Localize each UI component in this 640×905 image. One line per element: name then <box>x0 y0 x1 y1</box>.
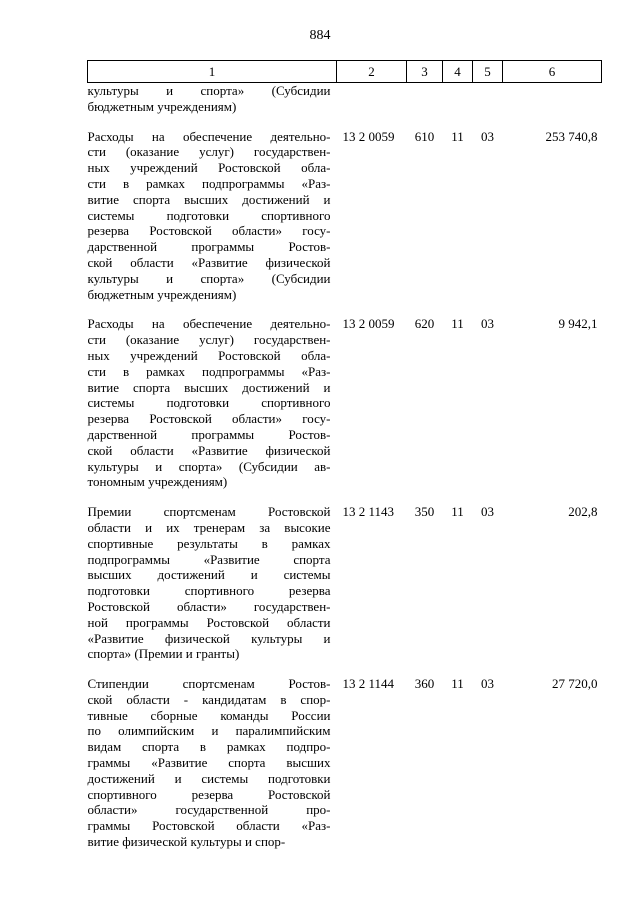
cell-subsection: 03 <box>481 128 494 144</box>
cell-expense-type: 360 <box>414 676 435 692</box>
description-line: высших достижений и системы <box>87 567 331 583</box>
description-line: Расходы на обеспечение деятельно- <box>87 128 331 144</box>
description-line: подготовки спортивного резерва <box>87 583 331 599</box>
cell-target-code: 13 2 1143 <box>342 504 395 520</box>
row-spacer-cell <box>88 115 602 129</box>
cell-description <box>88 504 337 662</box>
cell-amount <box>503 83 602 115</box>
description-line: по олимпийским и паралимпийским <box>87 723 331 739</box>
cell-expense-type: 610 <box>414 128 435 144</box>
cell-expense-type <box>407 83 443 115</box>
cell-expense-type: 350 <box>414 504 435 520</box>
description-line: спорта» (Премии и гранты) <box>87 646 240 662</box>
description-line: области и их тренерам за высокие <box>87 519 331 535</box>
description-line: граммы «Развитие спорта высших <box>87 755 331 771</box>
description-line: видам спорта в рамках подпро- <box>87 739 331 755</box>
cell-target-code: 13 2 0059 <box>342 128 395 144</box>
cell-target-code: 13 2 1144 <box>342 676 395 692</box>
description-line: тономным учреждениям) <box>87 474 228 490</box>
page-number: 884 <box>309 28 331 43</box>
cell-subsection <box>473 83 503 115</box>
cell-section: 11 <box>451 676 464 692</box>
cell-description <box>88 316 337 490</box>
column-header-5: 5 <box>473 61 503 83</box>
row-spacer <box>88 302 602 316</box>
cell-description <box>88 676 337 850</box>
description-line: дарственной программы Ростов- <box>87 426 331 442</box>
column-header-2: 2 <box>337 61 407 83</box>
cell-section: 11 <box>451 504 464 520</box>
description-line: области» государственной про- <box>87 802 331 818</box>
description-line: Расходы на обеспечение деятельно- <box>87 316 331 332</box>
description-line: ской области «Развитие физической <box>87 442 331 458</box>
description-line: сти (оказание услуг) государствен- <box>87 144 331 160</box>
cell-subsection: 03 <box>481 504 494 520</box>
row-spacer-cell <box>88 490 602 504</box>
description-line: Стипендии спортсменам Ростов- <box>87 676 331 692</box>
cell-description <box>88 129 337 303</box>
cell-section <box>443 83 473 115</box>
description-line: ных учреждений Ростовской обла- <box>87 347 331 363</box>
header-row <box>88 61 602 83</box>
description-line: ной программы Ростовской области <box>87 614 331 630</box>
cell-target-code: 13 2 0059 <box>342 316 395 332</box>
cell-amount: 9 942,1 <box>558 316 598 332</box>
cell-amount: 253 740,8 <box>545 128 598 144</box>
table-row <box>88 504 602 662</box>
table-row <box>88 316 602 490</box>
description-line: культуры и спорта» (Субсидии ав- <box>87 458 331 474</box>
description-line: ской области «Развитие физической <box>87 254 331 270</box>
description-line: системы подготовки спортивного <box>87 207 331 223</box>
description-line: дарственной программы Ростов- <box>87 239 331 255</box>
description-line: сти (оказание услуг) государствен- <box>87 332 331 348</box>
description-line: достижений и системы подготовки <box>87 770 331 786</box>
description-line: культуры и спорта» (Субсидии <box>87 83 331 98</box>
row-spacer <box>88 490 602 504</box>
cell-subsection: 03 <box>481 676 494 692</box>
description-line: витие спорта высших достижений и <box>87 379 331 395</box>
description-line: «Развитие физической культуры и <box>87 630 331 646</box>
description-line: резерва Ростовской области» госу- <box>87 223 331 239</box>
description-line: бюджетным учреждениям) <box>87 286 237 302</box>
cell-description <box>88 83 337 115</box>
row-spacer-cell <box>88 662 602 676</box>
description-line: граммы Ростовской области «Раз- <box>87 818 331 834</box>
row-spacer <box>88 115 602 129</box>
cell-subsection: 03 <box>481 316 494 332</box>
table-row <box>88 676 602 850</box>
row-spacer-cell <box>88 302 602 316</box>
description-line: витие спорта высших достижений и <box>87 191 331 207</box>
table-row <box>88 83 602 115</box>
description-line: Ростовской области» государствен- <box>87 598 331 614</box>
description-line: подпрограммы «Развитие спорта <box>87 551 331 567</box>
budget-table <box>87 60 602 850</box>
table-body <box>88 83 602 850</box>
description-line: ных учреждений Ростовской обла- <box>87 160 331 176</box>
cell-section: 11 <box>451 128 464 144</box>
cell-amount: 202,8 <box>568 504 598 520</box>
description-line: Премии спортсменам Ростовской <box>87 504 331 520</box>
description-line: резерва Ростовской области» госу- <box>87 411 331 427</box>
column-header-3: 3 <box>407 61 443 83</box>
column-header-4: 4 <box>443 61 473 83</box>
column-header-6: 6 <box>503 61 602 83</box>
description-line: спортивные результаты в рамках <box>87 535 331 551</box>
column-header-1: 1 <box>88 61 337 83</box>
cell-section: 11 <box>451 316 464 332</box>
cell-expense-type: 620 <box>414 316 435 332</box>
cell-amount: 27 720,0 <box>552 676 598 692</box>
description-line: культуры и спорта» (Субсидии <box>87 270 331 286</box>
description-line: бюджетным учреждениям) <box>87 98 237 114</box>
table-row <box>88 129 602 303</box>
cell-target-code <box>337 83 407 115</box>
description-line: витие физической культуры и спор- <box>87 834 286 850</box>
description-line: сти в рамках подпрограммы «Раз- <box>87 175 331 191</box>
description-line: сти в рамках подпрограммы «Раз- <box>87 363 331 379</box>
description-line: спортивного резерва Ростовской <box>87 786 331 802</box>
description-line: тивные сборные команды России <box>87 707 331 723</box>
description-line: системы подготовки спортивного <box>87 395 331 411</box>
description-line: ской области - кандидатам в спор- <box>87 691 331 707</box>
row-spacer <box>88 662 602 676</box>
